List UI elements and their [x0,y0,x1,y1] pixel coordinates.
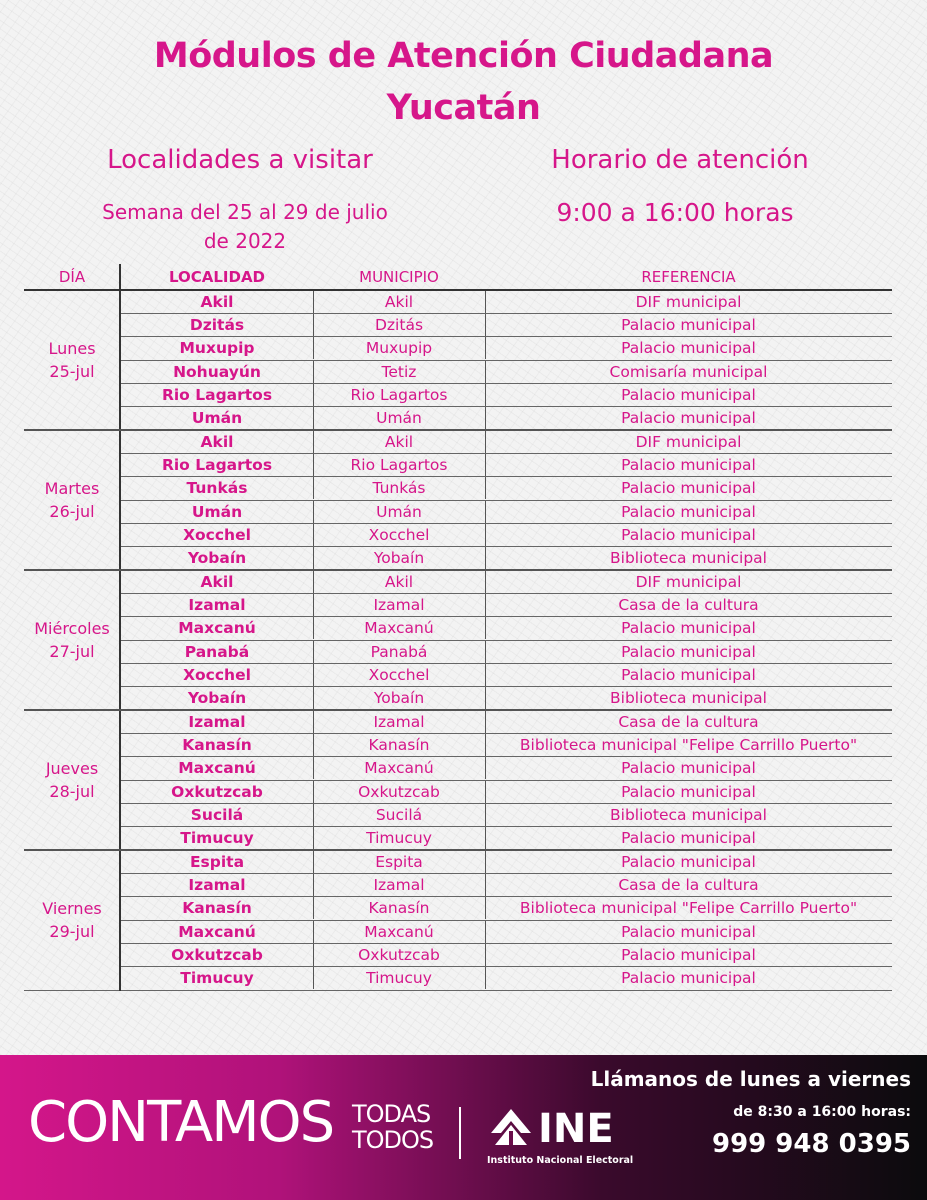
localidad-cell: Izamal [121,874,314,896]
table-row [121,757,892,780]
localidad-cell: Rio Lagartos [121,384,314,406]
referencia-cell: Palacio municipal [621,385,756,404]
column-header-municipio: MUNICIPIO [359,268,439,286]
localidad-cell: Xocchel [121,664,314,686]
table-row [121,407,892,430]
day-cell [24,291,120,429]
table-row [121,547,892,570]
referencia-cell: Palacio municipal [621,922,756,941]
footer-banner [0,1055,927,1200]
day-name: Martes [44,479,100,498]
municipio-cell: Umán [313,501,486,523]
referencia-cell: DIF municipal [635,433,742,451]
table-row [121,431,892,454]
table-row [121,454,892,477]
table-row [121,571,892,594]
referencia-cell: Palacio municipal [621,502,756,521]
day-cell [24,711,120,849]
localidad-cell: Izamal [121,711,314,733]
localidad-cell: Timucuy [121,827,314,849]
table-row [121,687,892,710]
localidad-cell: Umán [121,407,314,429]
table-row [121,617,892,640]
localidad-cell: Umán [121,501,314,523]
localidad-cell: Yobaín [121,547,314,569]
week-range-line2: de 2022 [203,229,287,253]
localidad-cell: Rio Lagartos [121,454,314,476]
table-row [121,641,892,664]
referencia-cell: Biblioteca municipal [610,805,767,824]
table-row [121,291,892,314]
municipio-cell: Akil [313,431,486,453]
day-date: 25-jul [49,362,95,381]
localidad-cell: Akil [121,571,314,593]
week-range [60,198,430,256]
column-header-localidad: LOCALIDAD [168,268,266,286]
day-rows [121,571,892,710]
municipio-cell: Tunkás [313,477,486,499]
referencia-cell: Palacio municipal [621,619,756,638]
day-group [24,851,892,991]
day-cell [24,851,120,989]
referencia-cell: Palacio municipal [621,479,756,498]
referencia-cell: Palacio municipal [621,968,756,987]
referencia-cell: Biblioteca municipal "Felipe Carrillo Puerto" [519,736,858,755]
day-cell [24,571,120,709]
day-name: Lunes [48,339,96,358]
municipio-cell: Izamal [313,711,486,733]
localidad-cell: Panabá [121,641,314,663]
contact-phone[interactable]: 999 948 0395 [711,1129,911,1159]
table-row [121,804,892,827]
table-header [24,264,892,290]
schedule-table [24,291,892,991]
municipio-cell: Timucuy [313,827,486,849]
localidad-cell: Maxcanú [121,617,314,639]
page-subtitle-state: Yucatán [386,88,541,128]
referencia-cell: Palacio municipal [621,828,756,847]
table-row [121,361,892,384]
referencia-cell: Biblioteca municipal [610,688,767,707]
column-header-dia: DÍA [58,268,86,286]
table-row [121,827,892,850]
referencia-cell: Palacio municipal [621,642,756,661]
referencia-cell: Comisaría municipal [609,362,768,381]
table-row [121,664,892,687]
table-row [121,477,892,500]
ine-full-name: Instituto Nacional Electoral [487,1155,634,1166]
day-name: Viernes [42,899,102,918]
localidad-cell: Muxupip [121,337,314,359]
referencia-cell: Palacio municipal [621,316,756,335]
localidad-cell: Maxcanú [121,757,314,779]
slogan-todos: TODOS [352,1126,434,1154]
municipio-cell: Oxkutzcab [313,944,486,966]
referencia-cell: Palacio municipal [621,456,756,475]
referencia-cell: Palacio municipal [621,408,756,427]
day-group [24,571,892,711]
localidad-cell: Yobaín [121,687,314,709]
localidad-cell: Akil [121,291,314,313]
localidad-cell: Tunkás [121,477,314,499]
municipio-cell: Tetiz [313,361,486,383]
municipio-cell: Xocchel [313,524,486,546]
municipio-cell: Maxcanú [313,617,486,639]
municipio-cell: Izamal [313,594,486,616]
ine-logo: INE [538,1106,614,1152]
page-title: Módulos de Atención Ciudadana [153,36,774,76]
localidad-cell: Oxkutzcab [121,944,314,966]
table-row [121,967,892,990]
municipio-cell: Akil [313,291,486,313]
referencia-cell: DIF municipal [635,573,742,591]
municipio-cell: Izamal [313,874,486,896]
service-hours: 9:00 a 16:00 horas [556,198,794,227]
day-group [24,291,892,431]
day-rows [121,431,892,570]
schedule-label: Horario de atención [551,145,809,175]
municipio-cell: Timucuy [313,967,486,989]
table-row [121,337,892,360]
day-rows [121,851,892,990]
footer-divider [459,1107,461,1159]
slogan-text: CONTAMOS [28,1090,334,1155]
slogan-todas: TODAS [352,1100,431,1128]
localities-label: Localidades a visitar [107,145,373,175]
table-row [121,874,892,897]
municipio-cell: Yobaín [313,687,486,709]
referencia-cell: Biblioteca municipal "Felipe Carrillo Puerto" [519,899,858,918]
contact-days: Llámanos de lunes a viernes [590,1067,911,1091]
table-row [121,944,892,967]
day-group [24,711,892,851]
referencia-cell: Palacio municipal [621,782,756,801]
referencia-cell: Palacio municipal [621,853,756,871]
table-row [121,921,892,944]
day-name: Miércoles [34,619,110,638]
municipio-cell: Umán [313,407,486,429]
municipio-cell: Rio Lagartos [313,384,486,406]
day-date: 29-jul [49,922,95,941]
localidad-cell: Xocchel [121,524,314,546]
referencia-cell: Palacio municipal [621,339,756,358]
week-range-line1: Semana del 25 al 29 de julio [102,200,388,224]
referencia-cell: Palacio municipal [621,665,756,684]
referencia-cell: Casa de la cultura [618,876,759,895]
municipio-cell: Yobaín [313,547,486,569]
day-rows [121,291,892,430]
day-group [24,431,892,571]
referencia-cell: DIF municipal [635,293,742,311]
day-cell [24,431,120,569]
referencia-cell: Biblioteca municipal [610,548,767,567]
day-date: 26-jul [49,502,95,521]
ine-logo-icon [487,1107,535,1149]
localidad-cell: Maxcanú [121,921,314,943]
referencia-cell: Casa de la cultura [618,713,759,731]
municipio-cell: Oxkutzcab [313,781,486,803]
table-row [121,524,892,547]
day-rows [121,711,892,850]
localidad-cell: Timucuy [121,967,314,989]
referencia-cell: Casa de la cultura [618,596,759,615]
day-date: 27-jul [49,642,95,661]
table-row [121,781,892,804]
contact-hours: de 8:30 a 16:00 horas: [733,1104,911,1120]
municipio-cell: Espita [313,851,486,873]
municipio-cell: Maxcanú [313,921,486,943]
municipio-cell: Kanasín [313,897,486,919]
day-name: Jueves [45,759,99,778]
municipio-cell: Xocchel [313,664,486,686]
municipio-cell: Akil [313,571,486,593]
referencia-cell: Palacio municipal [621,759,756,778]
localidad-cell: Nohuayún [121,361,314,383]
table-row [121,594,892,617]
table-row [121,711,892,734]
localidad-cell: Espita [121,851,314,873]
localidad-cell: Oxkutzcab [121,781,314,803]
table-row [121,851,892,874]
day-date: 28-jul [49,782,95,801]
referencia-cell: Palacio municipal [621,945,756,964]
municipio-cell: Kanasín [313,734,486,756]
column-header-referencia: REFERENCIA [641,268,736,286]
table-row [121,314,892,337]
municipio-cell: Dzitás [313,314,486,336]
localidad-cell: Kanasín [121,897,314,919]
localidad-cell: Kanasín [121,734,314,756]
municipio-cell: Panabá [313,641,486,663]
table-row [121,501,892,524]
municipio-cell: Rio Lagartos [313,454,486,476]
referencia-cell: Palacio municipal [621,525,756,544]
localidad-cell: Dzitás [121,314,314,336]
localidad-cell: Izamal [121,594,314,616]
slogan-small [352,1101,433,1153]
localidad-cell: Sucilá [121,804,314,826]
municipio-cell: Muxupip [313,337,486,359]
municipio-cell: Sucilá [313,804,486,826]
table-row [121,897,892,920]
table-row [121,384,892,407]
table-row [121,734,892,757]
municipio-cell: Maxcanú [313,757,486,779]
localidad-cell: Akil [121,431,314,453]
